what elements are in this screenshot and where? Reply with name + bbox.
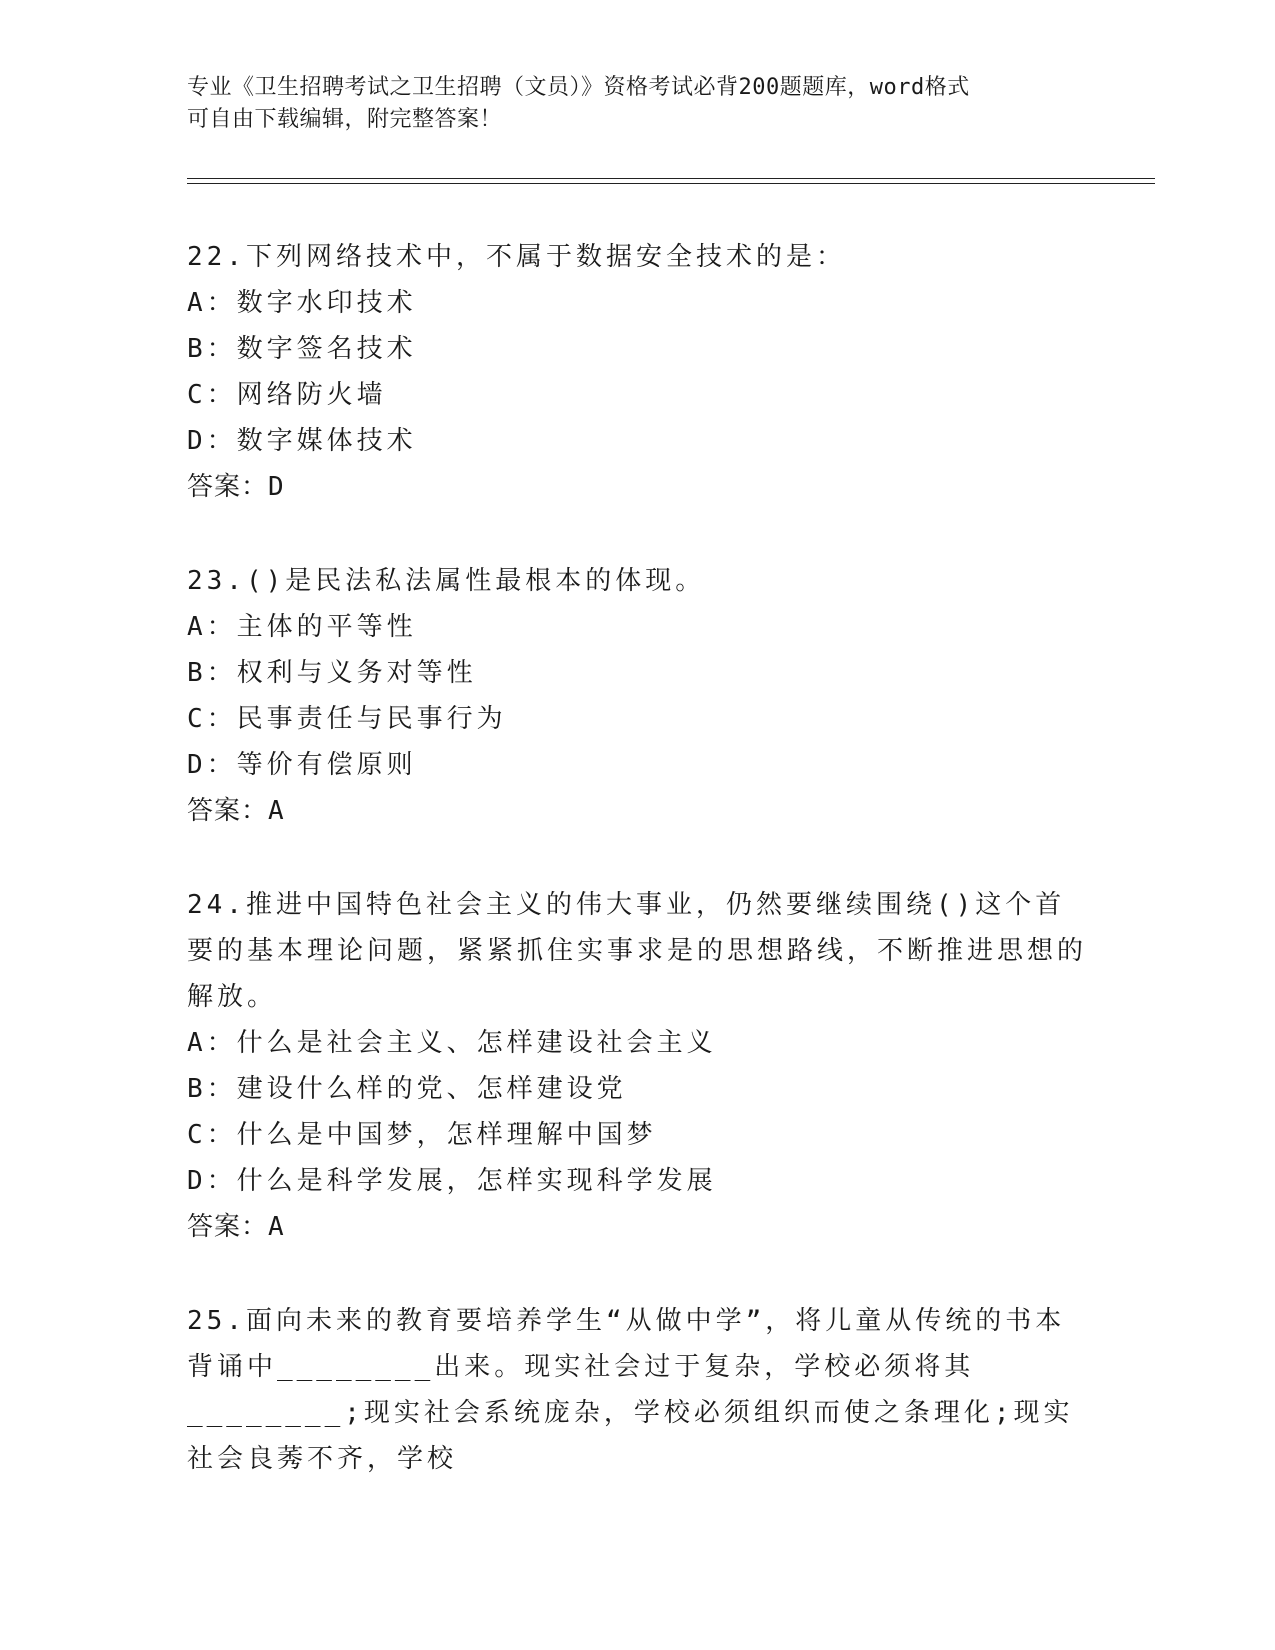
option-d: D：数字媒体技术 [187, 426, 417, 456]
question-stem: 24.推进中国特色社会主义的伟大事业，仍然要继续围绕()这个首要的基本理论问题，紧紧抓住实事求是的思想路线，不断推进思想的解放。 [187, 890, 1088, 1012]
option-b: B：数字签名技术 [187, 334, 417, 364]
answer-value: A [268, 1212, 285, 1242]
option-c: C：什么是中国梦，怎样理解中国梦 [187, 1120, 657, 1150]
answer-label: 答案： [187, 1212, 269, 1242]
header-line-1: 专业《卫生招聘考试之卫生招聘（文员）》资格考试必背200题题库，word格式 [187, 75, 970, 100]
option-a: A：什么是社会主义、怎样建设社会主义 [187, 1028, 717, 1058]
option-d: D：什么是科学发展，怎样实现科学发展 [187, 1166, 717, 1196]
question-25 [187, 1298, 1087, 1482]
header-line-2: 可自由下载编辑，附完整答案！ [187, 107, 503, 132]
option-c: C：民事责任与民事行为 [187, 704, 507, 734]
option-b: B：权利与义务对等性 [187, 658, 477, 688]
answer-line [187, 788, 1087, 834]
document-header [187, 72, 1067, 136]
question-stem: 23.()是民法私法属性最根本的体现。 [187, 566, 706, 596]
question-list [187, 234, 1087, 1530]
option-b: B：建设什么样的党、怎样建设党 [187, 1074, 627, 1104]
option-c: C：网络防火墙 [187, 380, 387, 410]
header-divider-bottom [187, 183, 1155, 184]
answer-line [187, 464, 1087, 510]
question-23 [187, 558, 1087, 834]
question-stem: 25.面向未来的教育要培养学生“从做中学”，将儿童从传统的书本背诵中________出来。现实社会过于复杂，学校必须将其________;现实社会系统庞杂，学校必须组织而使之条理化;现实社会良莠不齐，学校 [187, 1306, 1074, 1474]
option-a: A：数字水印技术 [187, 288, 417, 318]
answer-value: D [268, 472, 285, 502]
question-24 [187, 882, 1087, 1250]
answer-label: 答案： [187, 472, 269, 502]
option-d: D：等价有偿原则 [187, 750, 417, 780]
question-22 [187, 234, 1087, 510]
answer-label: 答案： [187, 796, 269, 826]
question-stem: 22.下列网络技术中，不属于数据安全技术的是： [187, 242, 846, 272]
header-divider-top [187, 178, 1155, 179]
answer-value: A [268, 796, 285, 826]
answer-line [187, 1204, 1087, 1250]
option-a: A：主体的平等性 [187, 612, 417, 642]
